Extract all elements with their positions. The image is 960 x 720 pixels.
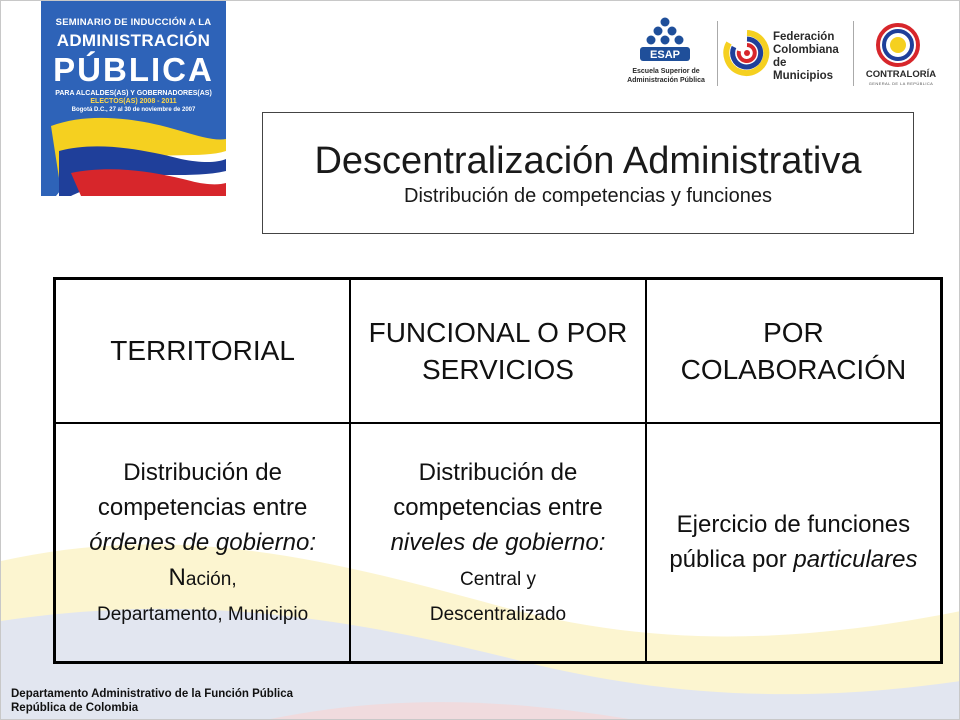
footer-department: Departamento Administrativo de la Función Pública — [11, 688, 294, 700]
contraloria-subtitle: GENERAL DE LA REPÚBLICA — [868, 81, 934, 86]
footer — [11, 687, 293, 715]
seminar-line5: ELECTOS(AS) 2008 - 2011 — [90, 98, 177, 105]
seminar-logo-text — [41, 7, 226, 113]
contraloria-name: CONTRALORÍA — [865, 69, 937, 80]
page-subtitle: Distribución de competencias y funciones — [404, 185, 772, 207]
header-territorial: TERRITORIAL — [55, 279, 351, 423]
cell-territorial — [55, 423, 351, 663]
fcm-name — [773, 31, 847, 83]
footer-country: República de Colombia — [11, 702, 139, 714]
cell-funcional-emphasis: niveles de gobierno: — [390, 528, 606, 556]
contraloria-logo — [859, 23, 943, 89]
table-row — [55, 423, 942, 663]
page-title: Descentralización Administrativa — [314, 140, 862, 182]
contraloria-mark-icon — [875, 23, 921, 67]
cell-territorial-emphasis: órdenes de gobierno: — [89, 528, 316, 556]
cell-colaboracion — [646, 423, 942, 663]
cell-colaboracion-emphasis: particulares — [793, 546, 918, 574]
decentralization-table — [53, 277, 943, 664]
logo-divider — [853, 21, 854, 86]
title-box — [262, 112, 914, 234]
seminar-line1: SEMINARIO DE INDUCCIÓN A LA — [55, 17, 212, 28]
seminar-line2: ADMINISTRACIÓN — [56, 31, 211, 50]
cell-territorial-nacion: ación, — [185, 568, 237, 590]
fcm-line2: Colombiana — [773, 44, 839, 56]
header-funcional: FUNCIONAL O POR SERVICIOS — [350, 279, 646, 423]
logo-divider — [717, 21, 718, 86]
seminar-line3: PÚBLICA — [53, 51, 214, 88]
cell-funcional-central: Central y — [459, 568, 536, 590]
fcm-mark-icon — [723, 29, 771, 77]
esap-line2: Administración Pública — [627, 77, 705, 84]
esap-line1: Escuela Superior de — [632, 68, 700, 75]
esap-logo — [619, 17, 713, 93]
fcm-line3: de Municipios — [773, 57, 834, 82]
esap-name — [619, 67, 713, 85]
esap-abbr: ESAP — [650, 49, 680, 61]
cell-funcional-descentralizado: Descentralizado — [429, 603, 567, 625]
seminar-line4: PARA ALCALDES(AS) Y GOBERNADORES(AS) — [55, 90, 212, 97]
seminar-line6: Bogotá D.C., 27 al 30 de noviembre de 2007 — [71, 107, 196, 113]
fcm-logo — [723, 25, 847, 85]
cell-funcional-text: Distribución de competencias entre — [393, 458, 603, 521]
esap-mark-icon — [637, 17, 693, 63]
cell-territorial-text: Distribución de competencias entre — [97, 458, 308, 521]
cell-territorial-levels: Departamento, Municipio — [96, 603, 309, 625]
cell-colaboracion-text: Ejercicio de funciones pública por — [669, 511, 911, 574]
table-header-row — [55, 279, 942, 423]
cell-funcional — [350, 423, 646, 663]
cell-territorial-n: N — [168, 563, 186, 591]
fcm-line1: Federación — [773, 31, 835, 43]
header-colaboracion: POR COLABORACIÓN — [646, 279, 942, 423]
